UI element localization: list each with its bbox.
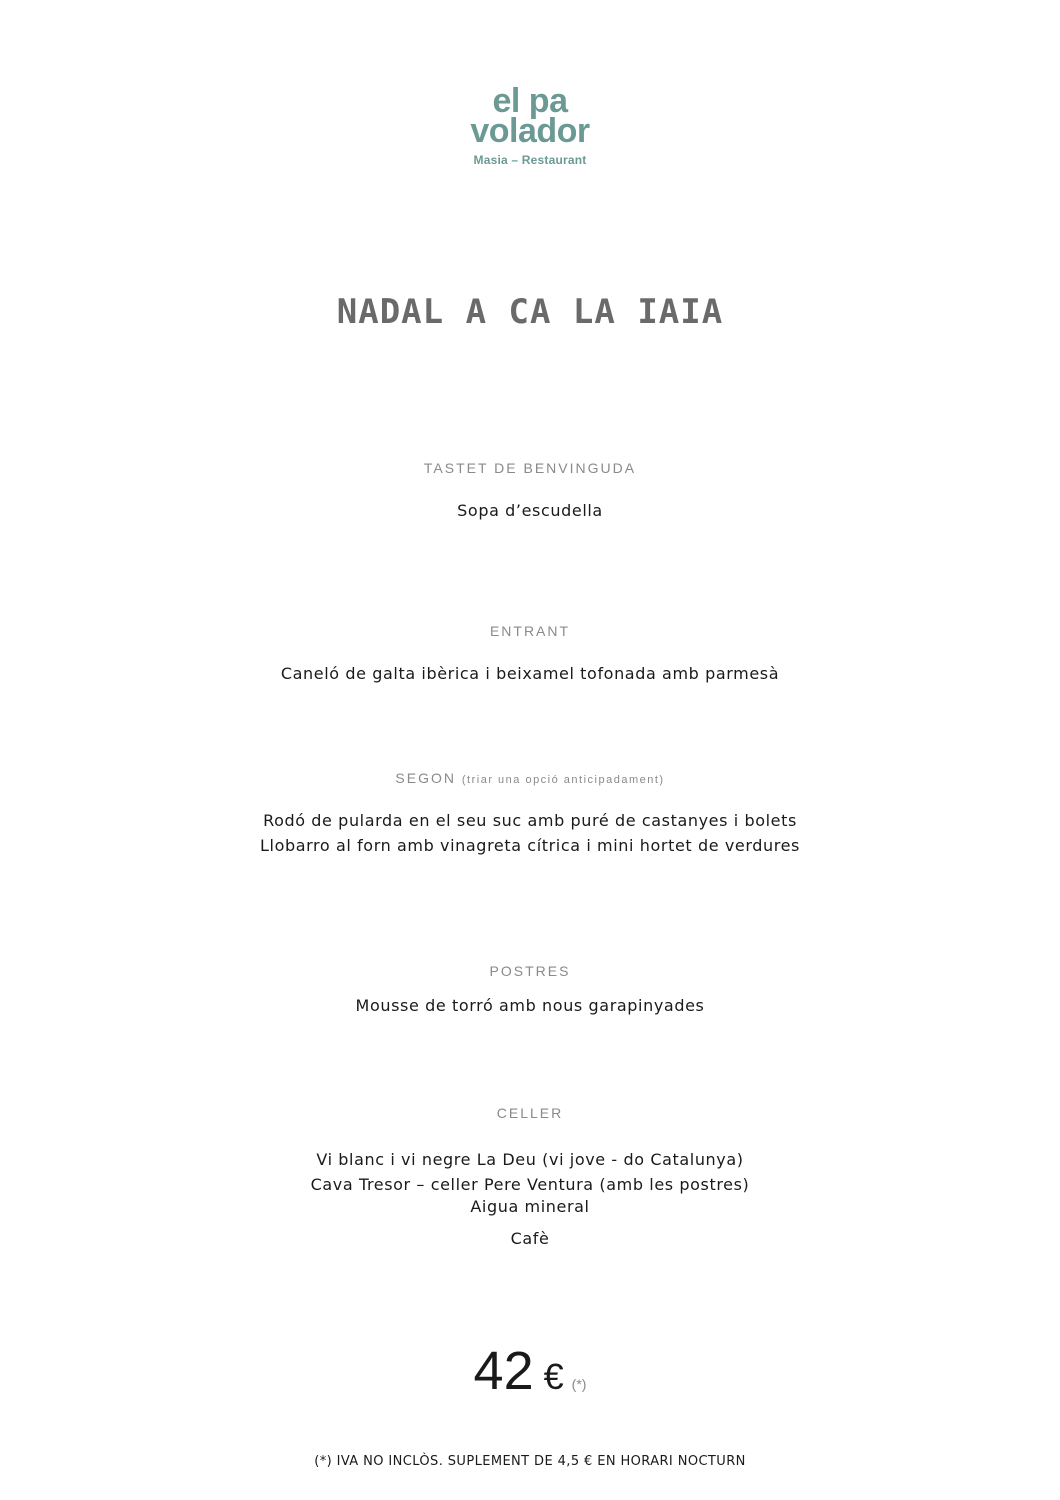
dish-dessert-1: Mousse de torró amb nous garapinyades bbox=[355, 996, 705, 1015]
menu-title: NADAL A CA LA IAIA bbox=[336, 292, 724, 332]
restaurant-logo bbox=[0, 82, 1060, 170]
price-note: (*) bbox=[571, 1376, 587, 1392]
dish-welcome-1: Sopa d’escudella bbox=[457, 501, 603, 520]
cellar-item-3: Aigua mineral bbox=[470, 1197, 590, 1216]
price-currency: € bbox=[543, 1356, 564, 1397]
section-heading-main bbox=[0, 770, 1060, 786]
section-heading-starter: ENTRANT bbox=[489, 623, 571, 639]
section-heading-main-note: (triar una opció anticipadament) bbox=[461, 774, 665, 786]
price bbox=[0, 1340, 1060, 1402]
section-heading-cellar: CELLER bbox=[496, 1105, 564, 1121]
section-heading-dessert: POSTRES bbox=[489, 963, 571, 979]
footnote: (*) IVA NO INCLÒS. SUPLEMENT DE 4,5 € EN HORARI NOCTURN bbox=[314, 1454, 746, 1469]
logo-subtitle: Masia – Restaurant bbox=[473, 153, 587, 167]
dish-main-1: Rodó de pularda en el seu suc amb puré de castanyes i bolets bbox=[263, 811, 797, 830]
logo-line-1: el pa bbox=[492, 82, 568, 120]
logo-line-2: volador bbox=[470, 112, 590, 150]
price-amount: 42 bbox=[473, 1341, 534, 1401]
dish-main-2: Llobarro al forn amb vinagreta cítrica i mini hortet de verdures bbox=[260, 836, 800, 855]
section-heading-main-label: SEGON bbox=[395, 770, 456, 786]
section-heading-welcome: TASTET DE BENVINGUDA bbox=[423, 460, 637, 476]
cellar-item-4: Cafè bbox=[510, 1229, 550, 1248]
cellar-item-1: Vi blanc i vi negre La Deu (vi jove - do Catalunya) bbox=[316, 1150, 744, 1169]
cellar-item-2: Cava Tresor – celler Pere Ventura (amb les postres) bbox=[310, 1175, 750, 1194]
dish-starter-1: Caneló de galta ibèrica i beixamel tofonada amb parmesà bbox=[280, 664, 780, 683]
